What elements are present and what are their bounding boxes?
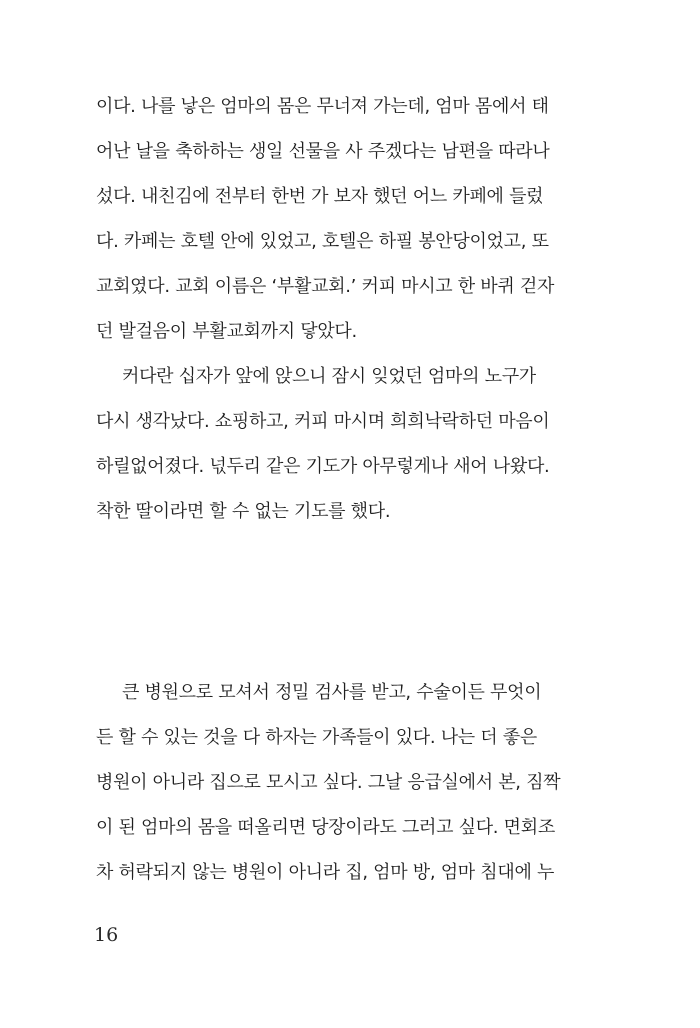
text-line: 큰 병원으로 모셔서 정밀 검사를 받고, 수술이든 무엇이 <box>122 682 542 703</box>
text-line: 이 된 엄마의 몸을 떠올리면 당장이라도 그러고 싶다. 면회조 <box>96 817 555 838</box>
quote-line <box>126 516 570 561</box>
text-line: 이다. 나를 낳은 엄마의 몸은 무너져 가는데, 엄마 몸에서 태 <box>96 96 549 117</box>
prayer-quote <box>126 516 570 651</box>
text-line: 커다란 십자가 앞에 앉으니 잠시 잊었던 엄마의 노구가 <box>122 366 536 387</box>
text-line: 다시 생각났다. 쇼핑하고, 커피 마시며 희희낙락하던 마음이 <box>96 411 550 432</box>
quote-line <box>126 606 570 651</box>
text-line: 섰다. 내친김에 전부터 한번 가 보자 했던 어느 카페에 들렀 <box>96 186 544 207</box>
text-line: 착한 딸이라면 할 수 없는 기도를 했다. <box>96 501 391 522</box>
quote-line <box>126 561 570 606</box>
text-line: 교회였다. 교회 이름은 ‘부활교회.’ 커피 마시고 한 바퀴 걷자 <box>96 276 555 297</box>
text-line: 어난 날을 축하하는 생일 선물을 사 주겠다는 남편을 따라나 <box>96 141 550 162</box>
text-line: 던 발걸음이 부활교회까지 닿았다. <box>96 321 357 342</box>
text-line: 든 할 수 있는 것을 다 하자는 가족들이 있다. 나는 더 좋은 <box>96 727 537 748</box>
text-line: 하릴없어졌다. 넋두리 같은 기도가 아무렇게나 새어 나왔다. <box>96 456 550 477</box>
body-text-lower <box>96 670 570 895</box>
text-line: 병원이 아니라 집으로 모시고 싶다. 그날 응급실에서 본, 짐짝 <box>96 772 561 793</box>
page-number: 16 <box>94 924 119 946</box>
text-line: 차 허락되지 않는 병원이 아니라 집, 엄마 방, 엄마 침대에 누 <box>96 862 555 883</box>
body-text-upper <box>96 84 570 534</box>
text-line: 다. 카페는 호텔 안에 있었고, 호텔은 하필 봉안당이었고, 또 <box>96 231 549 252</box>
